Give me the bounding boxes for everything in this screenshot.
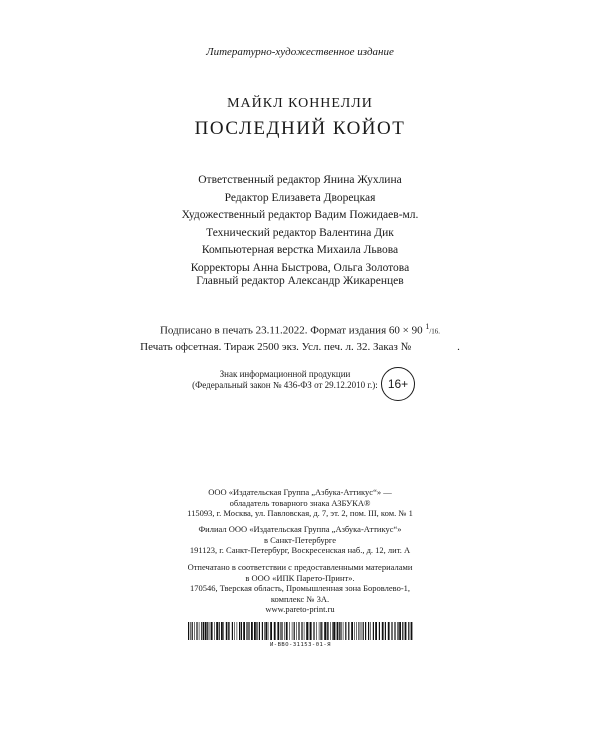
edition-type: Литературно-художественное издание [206, 46, 394, 58]
branch-block [0, 524, 600, 556]
barcode-icon [188, 622, 413, 640]
info-sign-label [170, 369, 400, 391]
credit-line: Редактор Елизавета Дворецкая [224, 191, 376, 204]
print-run-text: Печать офсетная. Тираж 2500 экз. Усл. печ. л. 32. Заказ № [140, 340, 412, 353]
order-end: . [457, 340, 460, 353]
printer-line: 170546, Тверская область, Промышленная зона Боровлево-1, [189, 583, 411, 593]
branch-line: Филиал ООО «Издательская Группа „Азбука-Аттикус“» [198, 524, 402, 534]
printer-line: комплекс № 3А. [270, 593, 330, 604]
credit-line: Художественный редактор Вадим Пожидаев-мл. [181, 209, 419, 221]
author-name: МАЙКЛ КОННЕЛЛИ [227, 96, 373, 111]
publisher-block [0, 487, 600, 519]
credit-line: Ответственный редактор Янина Жухлина [198, 174, 402, 186]
fraction-denominator: /16. [429, 327, 441, 336]
chief-editor: Главный редактор Александр Жикаренцев [196, 275, 404, 287]
fraction-numerator: 1 [425, 322, 430, 331]
branch-line: 191123, г. Санкт-Петербург, Воскресенская наб., д. 12, лит. А [189, 545, 411, 555]
printer-line: в ООО «ИПК Парето-Принт». [245, 572, 355, 583]
printer-block [0, 562, 600, 615]
publisher-line: 115093, г. Москва, ул. Павловская, д. 7, эт. 2, пом. III, ком. № 1 [187, 508, 413, 518]
book-title: ПОСЛЕДНИЙ КОЙОТ [194, 118, 406, 139]
credits-list [0, 172, 600, 277]
age-rating-badge: 16+ [381, 367, 415, 401]
credit-line: Технический редактор Валентина Дик [206, 226, 394, 239]
print-info-line-1 [0, 319, 600, 340]
printer-line: Отпечатано в соответствии с предоставленными материалами [187, 562, 413, 572]
print-format-text: Подписано в печать 23.11.2022. Формат издания 60 × 90 [159, 324, 423, 337]
print-info [0, 319, 600, 355]
branch-line: в Санкт-Петербурге [264, 534, 336, 545]
barcode-code: И-ВВО-31153-01-Я [270, 642, 331, 648]
credit-line: Корректоры Анна Быстрова, Ольга Золотова [190, 261, 410, 274]
info-sign-label-line-1: Знак информационной продукции [219, 369, 351, 379]
credit-line: Компьютерная верстка Михаила Львова [201, 244, 399, 256]
info-sign-label-line-2: (Федеральный закон № 436-ФЗ от 29.12.2010 г.): [192, 380, 378, 390]
printer-website: www.pareto-print.ru [265, 604, 335, 614]
publisher-line: обладатель товарного знака АЗБУКА® [229, 497, 371, 508]
print-info-line-2 [0, 340, 600, 355]
publisher-line: ООО «Издательская Группа „Азбука-Аттикус“» — [208, 487, 392, 497]
